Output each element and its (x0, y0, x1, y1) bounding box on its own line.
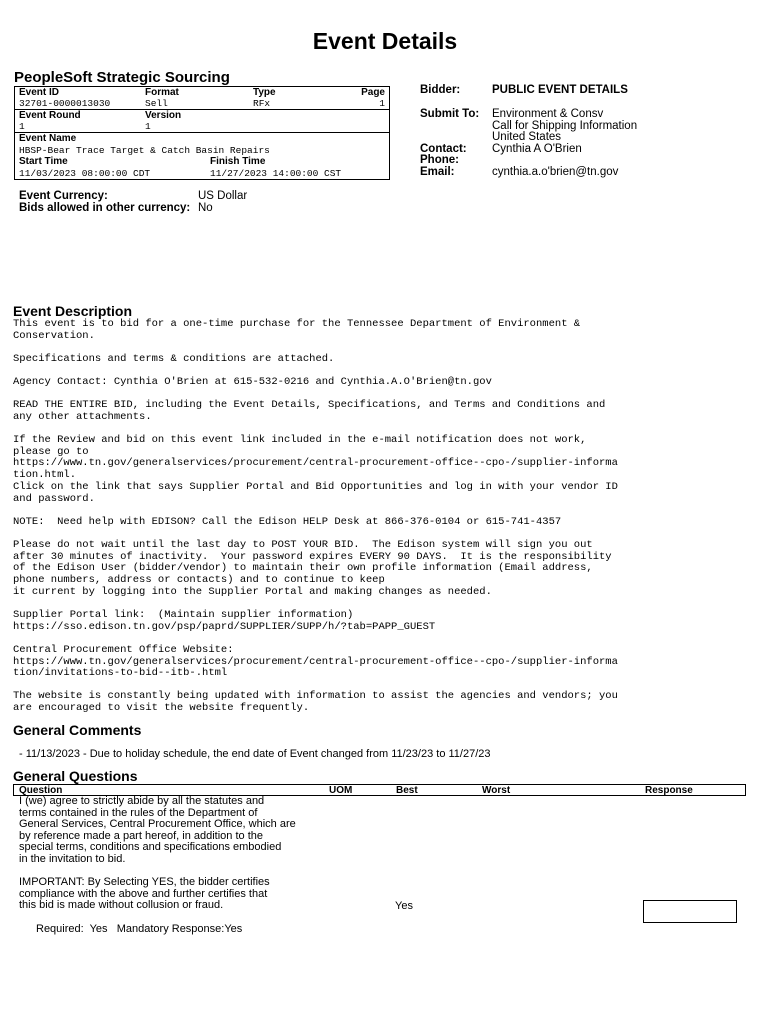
submit-line-3: United States (492, 131, 562, 143)
bidder-label: Bidder: (420, 84, 461, 96)
email-label: Email: (420, 166, 455, 178)
description-paragraph: This event is to bid for a one-time purchase for the Tennessee Department of Environment & Conservation. (13, 318, 581, 342)
description-paragraph: Agency Contact: Cynthia O'Brien at 615-532-0216 and Cynthia.A.O'Brien@tn.gov (13, 376, 492, 388)
contact-label: Contact: (420, 143, 467, 155)
event-id-label: Event ID (19, 87, 60, 98)
event-name-label: Event Name (19, 133, 77, 144)
submit-line-4: Cynthia A O'Brien (492, 143, 582, 155)
best-value: Yes (395, 900, 413, 912)
format-label: Format (145, 87, 179, 98)
version-label: Version (145, 110, 182, 121)
event-name-value: HBSP-Bear Trace Target & Catch Basin Repairs (19, 145, 270, 156)
col-worst: Worst (482, 785, 511, 796)
description-paragraph: NOTE: Need help with EDISON? Call the Edison HELP Desk at 866-376-0104 or 615-741-4357 (13, 516, 562, 528)
description-paragraph: If the Review and bid on this event link included in the e-mail notification does not work, please go to https://www.tn.gov/generalservices/procurement/central-procurement-office--cpo-/supplier-informa tion.html. Click on the link that says Supplier Portal and Bid Opportunities and log in with your vendor ID and password. (13, 434, 618, 505)
start-time-value: 11/03/2023 08:00:00 CDT (19, 168, 151, 179)
page-value: 1 (379, 98, 385, 109)
event-info-box (14, 86, 390, 180)
description-paragraph: Central Procurement Office Website: https://www.tn.gov/generalservices/procurement/central-procurement-office--cpo-/supplier-informa tion/invitations-to-bid--itb-.html (13, 644, 618, 680)
event-id-value: 32701-0000013030 (19, 98, 111, 109)
type-label: Type (253, 87, 276, 98)
general-questions-heading: General Questions (13, 768, 138, 784)
general-comments-heading: General Comments (13, 722, 142, 738)
question-text: I (we) agree to strictly abide by all the statutes and terms contained in the rules of the Department of General Services, Central Procurement Office, which are by reference made a part hereof, in addition to the special terms, conditions and specifications embodied in the invitation to bid. (19, 795, 296, 865)
finish-time-label: Finish Time (210, 156, 266, 167)
description-paragraph: READ THE ENTIRE BID, including the Event Details, Specifications, and Terms and Conditions and any other attachments. (13, 399, 606, 423)
event-round-label: Event Round (19, 110, 81, 121)
email-value: cynthia.a.o'brien@tn.gov (492, 166, 619, 178)
col-response: Response (645, 785, 693, 796)
submit-line-1: Environment & Consv (492, 108, 604, 120)
type-value: RFx (253, 98, 271, 109)
other-currency-label: Bids allowed in other currency: (19, 202, 191, 214)
currency-value: US Dollar (198, 190, 248, 202)
currency-label: Event Currency: (19, 190, 108, 202)
question-text: IMPORTANT: By Selecting YES, the bidder certifies compliance with the above and further certifies that this bid is made without collusion or fraud. (19, 876, 270, 911)
comment-item: - 11/13/2023 - Due to holiday schedule, the end date of Event changed from 11/23/23 to 11/27/23 (19, 748, 491, 760)
phone-label: Phone: (420, 154, 459, 166)
page-title: Event Details (312, 28, 458, 54)
format-value: Sell (145, 98, 168, 109)
finish-time-value: 11/27/2023 14:00:00 CST (210, 168, 342, 179)
other-currency-value: No (198, 202, 213, 214)
event-description-heading: Event Description (13, 303, 133, 319)
start-time-label: Start Time (19, 156, 68, 167)
col-uom: UOM (329, 785, 353, 796)
submit-line-2: Call for Shipping Information (492, 120, 638, 132)
event-round-value: 1 (19, 121, 25, 132)
required-note: Required: Yes Mandatory Response:Yes (36, 923, 243, 935)
description-paragraph: Please do not wait until the last day to POST YOUR BID. The Edison system will sign you out after 30 minutes of inactivity. Your password expires EVERY 90 DAYS. It is the responsibility of the Edison User (bidder/vendor) to maintain their own profile information (Email address, phone numbers, address or contacts) and to continue to keep it current by logging into the Supplier Portal and making changes as needed. (13, 539, 612, 598)
bidder-value: PUBLIC EVENT DETAILS (492, 84, 628, 96)
version-value: 1 (145, 121, 151, 132)
submit-to-label: Submit To: (420, 108, 480, 120)
col-question: Question (19, 785, 63, 796)
description-paragraph: The website is constantly being updated with information to assist the agencies and vendors; you are encouraged to visit the website frequently. (13, 690, 618, 714)
description-paragraph: Specifications and terms & conditions are attached. (13, 353, 335, 365)
description-paragraph: Supplier Portal link: (Maintain supplier information) https://sso.edison.tn.gov/psp/paprd/SUPPLIER/SUPP/h/?tab=PAPP_GUEST (13, 609, 436, 633)
section-title: PeopleSoft Strategic Sourcing (14, 69, 230, 86)
page-label: Page (361, 87, 385, 98)
col-best: Best (396, 785, 418, 796)
response-input[interactable] (643, 900, 737, 923)
